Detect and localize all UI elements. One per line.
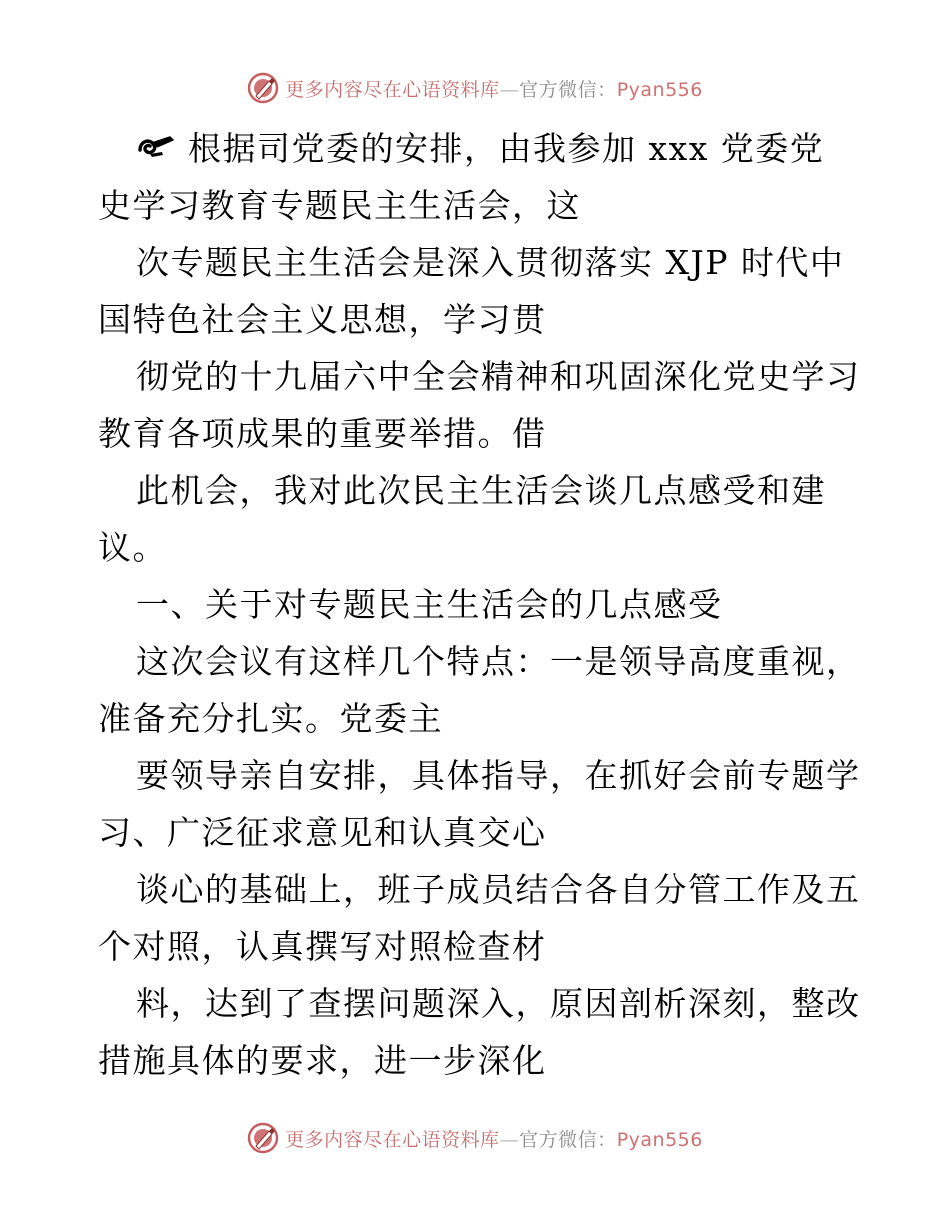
paragraph-line: 要领导亲自安排，具体指导，在抓好会前专题学 (136, 756, 861, 795)
watermark-label: 官方微信： (519, 78, 617, 101)
pen-seal-icon (247, 1122, 279, 1154)
paragraph-line: 国特色社会主义思想，学习贯 (98, 300, 547, 339)
watermark-text (285, 75, 703, 102)
paragraph-line: 准备充分扎实。党委主 (98, 699, 443, 738)
watermark-dash: — (499, 1128, 520, 1151)
paragraph-line: 彻党的十九届六中全会精神和巩固深化党史学习 (136, 357, 861, 396)
paragraph-line: 谈心的基础上，班子成员结合各自分管工作及五 (136, 870, 861, 909)
watermark-text (285, 1125, 703, 1152)
watermark-label: 官方微信： (519, 1128, 617, 1151)
paragraph-line: 料，达到了查摆问题深入，原因剖析深刻，整改 (136, 984, 861, 1023)
document-body (98, 124, 861, 1093)
paragraph-line: 习、广泛征求意见和认真交心 (98, 813, 547, 852)
watermark-wechat-id: Pyan556 (616, 78, 703, 101)
paragraph-line: 措施具体的要求，进一步深化 (98, 1041, 547, 1080)
pen-seal-icon (247, 72, 279, 104)
paragraph-text: 根据司党委的安排，由我参加 xxx 党委党 (188, 129, 825, 168)
watermark-wechat-id: Pyan556 (616, 1128, 703, 1151)
paragraph-line (98, 124, 858, 181)
watermark-dash: — (499, 78, 520, 101)
watermark-brand: 更多内容尽在心语资料库 (285, 78, 500, 101)
paragraph-line: 次专题民主生活会是深入贯彻落实 XJP 时代中 (136, 243, 845, 282)
paragraph-line: 教育各项成果的重要举措。借 (98, 414, 547, 453)
curly-hand-bullet-icon (136, 130, 176, 164)
paragraph-line: 议。 (98, 528, 167, 567)
paragraph-line: 史学习教育专题民主生活会，这 (98, 186, 581, 225)
paragraph-line: 这次会议有这样几个特点：一是领导高度重视， (136, 642, 861, 681)
footer-watermark (0, 1122, 950, 1154)
paragraph-line: 此机会，我对此次民主生活会谈几点感受和建 (136, 471, 826, 510)
header-watermark (0, 72, 950, 104)
paragraph-line: 个对照，认真撰写对照检查材 (98, 927, 547, 966)
watermark-brand: 更多内容尽在心语资料库 (285, 1128, 500, 1151)
section-heading: 一、关于对专题民主生活会的几点感受 (136, 585, 723, 624)
